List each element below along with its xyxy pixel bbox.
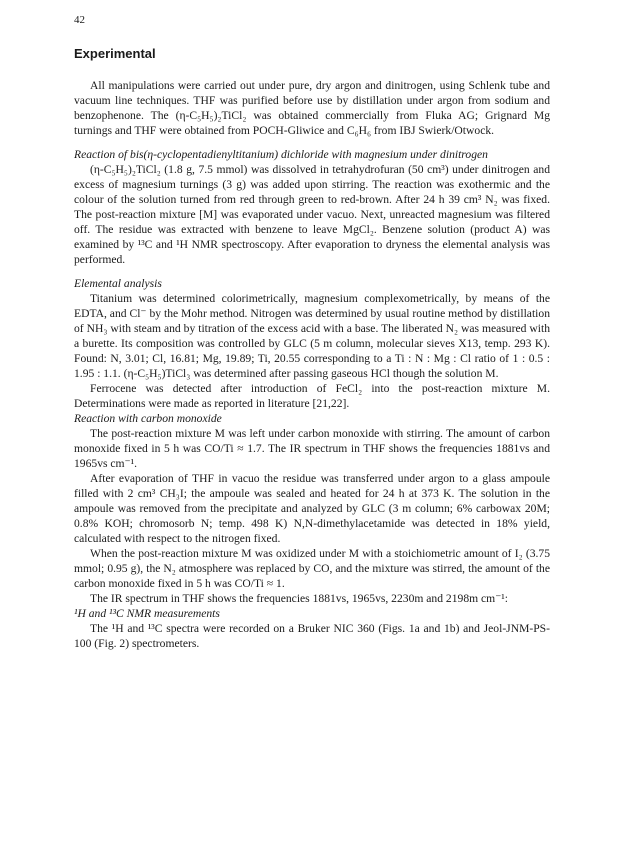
paragraph-ampoule: After evaporation of THF in vacuo the residue was transferred under argon to a glass ampoule filled with 2 cm³ CH₃I; the ampoule was sealed and heated for 24 h at 373 K. The solution in the ampoule was removed from the precipitate and analyzed by GLC (3 m column; 6% carbowax 20M; 0.8% KOH; chromosorb N; temp. 498 K) N,N-dimethylacetamide was detected in 18% yield, calculated with respect to the nitrogen fixed.: [74, 472, 550, 545]
section-heading-experimental: Experimental: [74, 46, 156, 61]
paragraph-reaction-magnesium: (η-C₅H₅)₂TiCl₂ (1.8 g, 7.5 mmol) was dissolved in tetrahydrofuran (50 cm³) under dinitrogen and excess of magnesium turnings (3 g) was added upon stirring. The reaction was exothermic and the colour of the solution turned from red through green to red-brown. After 24 h 39 cm³ N₂ was fixed. The post-reaction mixture [M] was evaporated under vacuo. Next, unreacted magnesium was filtered off. The residue was extracted with benzene to leave MgCl₂. Benzene solution (product A) was examined by ¹³C and ¹H NMR spectroscopy. After evaporation to dryness the elemental analysis was performed.: [74, 163, 550, 266]
paragraph-general-procedures: All manipulations were carried out under pure, dry argon and dinitrogen, using Schlenk tube and vacuum line techniques. THF was purified before use by distillation under argon from sodium and benzophenone. The (η-C₅H₅)₂TiCl₂ was obtained commercially from Fluka AG; Grignard Mg turnings and THF were obtained from POCH-Gliwice and C₆H₆ from IBJ Swierk/Otwock.: [74, 79, 550, 137]
paragraph-elemental-analysis: Titanium was determined colorimetrically, magnesium complexometrically, by means of the EDTA, and Cl⁻ by the Mohr method. Nitrogen was determined by usual routine method by distillation of NH₃ with steam and by titration of the excess acid with a base. The liberated N₂ was measured with a burette. Its composition was controlled by GLC (5 m column, molecular sieves X13, temp. 293 K). Found: N, 3.01; Cl, 16.81; Mg, 19.89; Ti, 20.55 corresponding to a Ti : N : Mg : Cl ratio of 1 : 0.5 : 1.95 : 1.1. (η-C₅H₅)TiCl₃ was determined after passing gaseous HCl though the solution M.: [74, 292, 550, 380]
paragraph-co-fixation: The post-reaction mixture M was left under carbon monoxide with stirring. The amount of carbon monoxide fixed in 5 h was CO/Ti ≈ 1.7. The IR spectrum in THF shows the frequencies 1881vs and 1965vs cm⁻¹.: [74, 427, 550, 470]
paragraph-ferrocene: Ferrocene was detected after introduction of FeCl₂ into the post-reaction mixture M. Determinations were made as reported in literature [21,22].: [74, 382, 550, 410]
paragraph-nmr: The ¹H and ¹³C spectra were recorded on a Bruker NIC 360 (Figs. 1a and 1b) and Jeol-JNM-PS-100 (Fig. 2) spectrometers.: [74, 622, 550, 650]
page-number: 42: [74, 14, 85, 26]
subsection-title-reaction-magnesium: Reaction of bis(η-cyclopentadienyltitanium) dichloride with magnesium under dinitrogen: [74, 148, 488, 161]
paragraph-ir-spectrum: The IR spectrum in THF shows the frequencies 1881vs, 1965vs, 2230m and 2198m cm⁻¹:: [90, 592, 509, 605]
body-text: [74, 78, 550, 651]
paragraph-oxidation: When the post-reaction mixture M was oxidized under M with a stoichiometric amount of I₂ (3.75 mmol; 0.95 g), the N₂ atmosphere was replaced by CO, and the mixture was stirred, the amount of the carbon monoxide fixed in 5 h was CO/Ti ≈ 1.: [74, 547, 550, 590]
subsection-title-nmr: ¹H and ¹³C NMR measurements: [74, 607, 220, 620]
subsection-title-carbon-monoxide: Reaction with carbon monoxide: [74, 412, 222, 425]
subsection-title-elemental-analysis: Elemental analysis: [74, 277, 162, 290]
